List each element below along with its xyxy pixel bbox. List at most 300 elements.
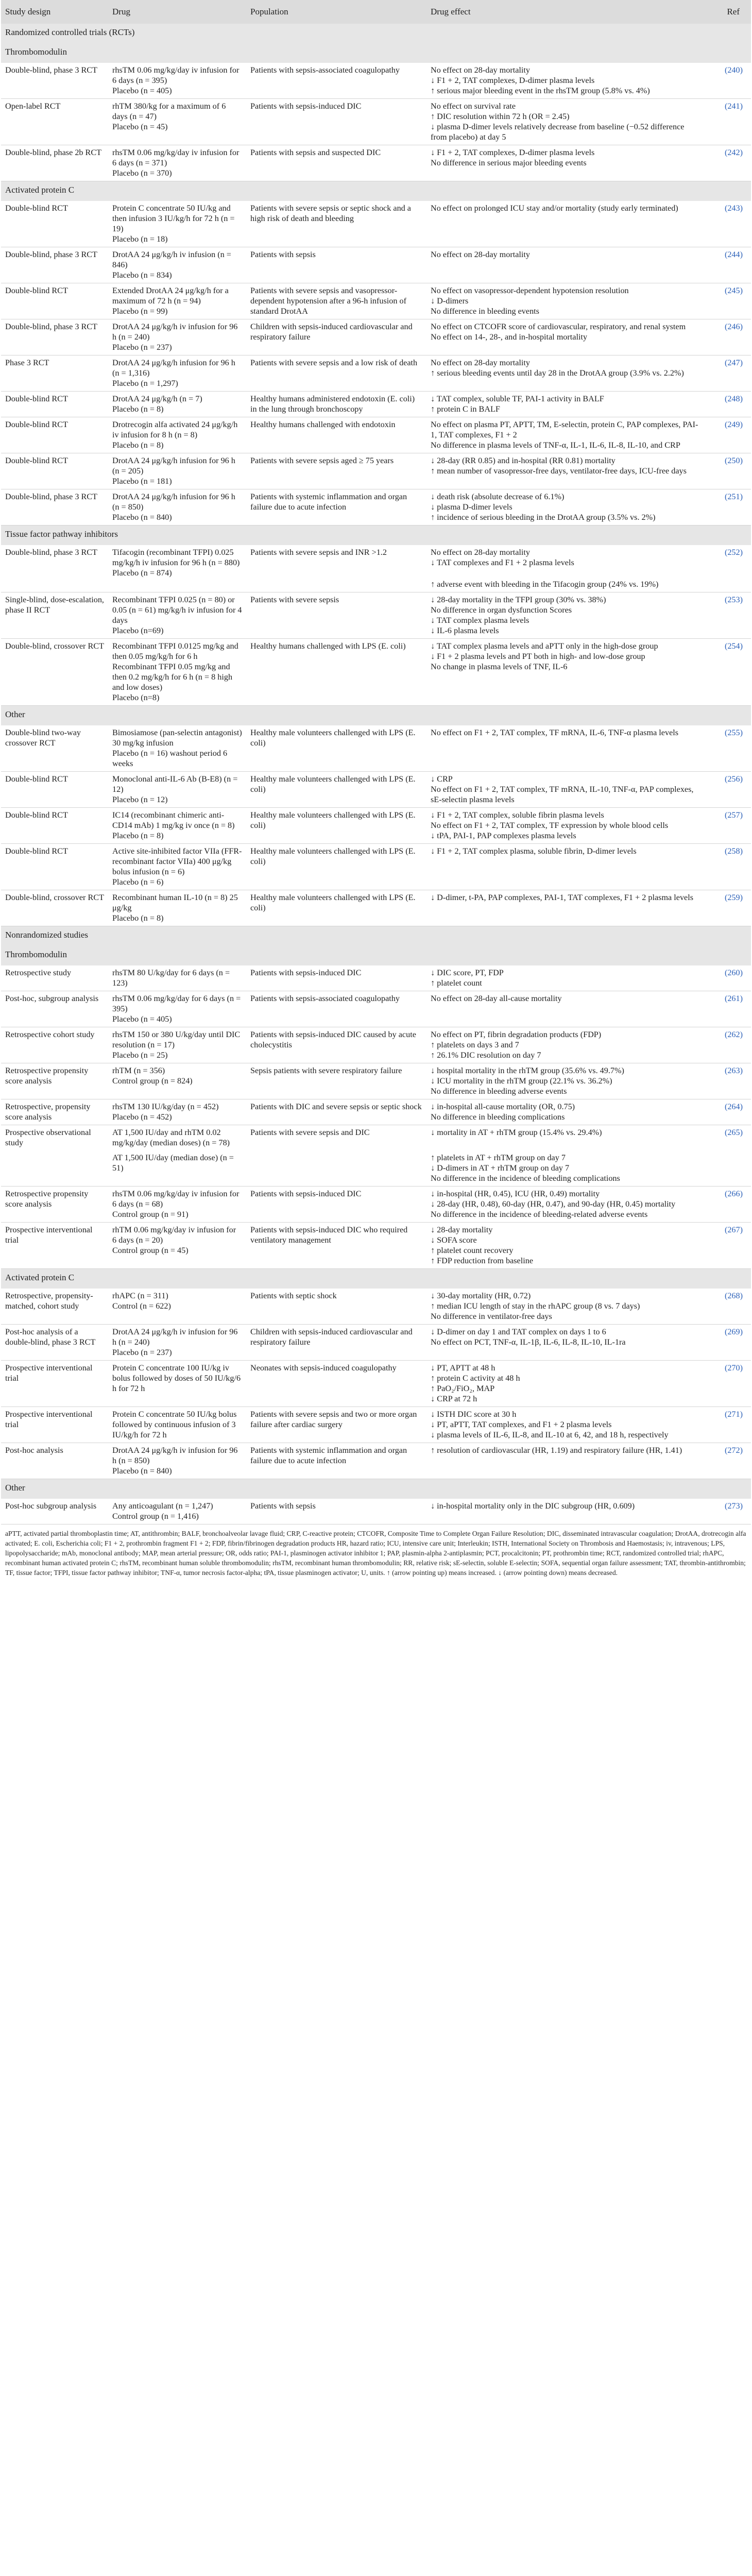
cell-drug-line: Monoclonal anti-IL-6 Ab (B-E8) (n = 12): [112, 774, 238, 794]
table-row: [1, 772, 751, 808]
cell-population-line: Healthy male volunteers challenged with LPS (E. coli): [250, 774, 416, 794]
cell-drug-effect-line: No effect on 28-day all-cause mortality: [431, 994, 562, 1003]
cell-drug-effect-line: ↓ 28-day (RR 0.85) and in-hospital (RR 0.81) mortality: [431, 456, 616, 465]
cell-drug-effect: [426, 1125, 705, 1151]
cell-drug-effect-line: ↑ platelet count recovery: [431, 1246, 514, 1255]
cell-drug-effect-line: No difference in bleeding adverse events: [431, 1087, 567, 1096]
cell-drug-effect-line: ↓ F1 + 2, TAT complex, soluble fibrin plasma levels: [431, 810, 604, 820]
cell-drug-effect-line: ↓ in-hospital (HR, 0.45), ICU (HR, 0.49) mortality: [431, 1189, 600, 1198]
cell-drug-line: Placebo (n = 18): [112, 234, 168, 244]
cell-drug-effect-line: No effect on 28-day mortality: [431, 250, 530, 259]
cell-drug-line: Placebo (n = 874): [112, 568, 172, 578]
cell-population: [246, 890, 426, 926]
cell-population-line: Patients with sepsis-induced DIC who required ventilatory management: [250, 1225, 408, 1245]
cell-drug-effect-line: ↑ 26.1% DIC resolution on day 7: [431, 1050, 541, 1060]
cell-drug-effect: [426, 1407, 705, 1443]
cell-drug: [108, 1325, 246, 1361]
cell-drug: [108, 772, 246, 808]
cell-ref: (271): [705, 1407, 751, 1443]
cell-drug-line: Placebo (n = 840): [112, 513, 172, 522]
cell-drug-effect: [426, 1150, 705, 1187]
cell-drug-line: Placebo (n = 16) washout period 6 weeks: [112, 749, 228, 768]
cell-drug-line: Control (n = 622): [112, 1301, 171, 1311]
cell-population: [246, 1407, 426, 1443]
table-row: [1, 1499, 751, 1524]
cell-study-design: Post-hoc analysis: [1, 1443, 108, 1479]
cell-drug-effect: [426, 772, 705, 808]
cell-drug-effect-line: ↓ death risk (absolute decrease of 6.1%): [431, 492, 565, 501]
group-heading: Nonrandomized studies: [1, 926, 751, 946]
cell-drug-effect-line: ↓ CRP: [431, 774, 453, 784]
cell-drug-effect-line: ↑ serious bleeding events until day 28 in the DrotAA group (3.9% vs. 2.2%): [431, 368, 684, 378]
table-row: [1, 1325, 751, 1361]
cell-population: [246, 453, 426, 489]
cell-study-design: Double-blind, phase 3 RCT: [1, 489, 108, 526]
cell-drug-effect-line: No difference in the incidence of bleeding-related adverse events: [431, 1210, 648, 1219]
cell-drug-line: Placebo (n = 181): [112, 477, 172, 486]
cell-drug-effect-line: ↑ mean number of vasopressor-free days, ventilator-free days, ICU-free days: [431, 466, 687, 476]
cell-ref: (266): [705, 1187, 751, 1223]
cell-population-line: Patients with severe sepsis aged ≥ 75 years: [250, 456, 394, 465]
cell-ref: (245): [705, 283, 751, 319]
cell-drug-line: DrotAA 24 μg/kg/h iv infusion for 96 h (n = 240): [112, 322, 238, 342]
cell-drug-line: Placebo (n = 405): [112, 86, 172, 95]
cell-population: [246, 145, 426, 181]
table-row: [1, 1407, 751, 1443]
cell-drug-effect: [426, 1099, 705, 1125]
cell-population-line: Patients with severe sepsis and vasopressor-dependent hypotension after a 96-h infusion of standard DrotAA: [250, 286, 406, 316]
cell-drug-effect: [426, 725, 705, 772]
cell-drug-effect-line: ↑ platelet count: [431, 978, 482, 988]
table-row: [1, 808, 751, 844]
cell-drug-effect: [426, 392, 705, 417]
cell-drug-effect-line: ↑ PaO₂/FiO₂, MAP: [431, 1384, 495, 1393]
cell-population-line: Patients with sepsis-induced DIC: [250, 968, 362, 977]
cell-ref: (272): [705, 1443, 751, 1479]
cell-drug-effect: [426, 592, 705, 639]
table-row: [1, 1361, 751, 1407]
cell-drug-effect-line: ↓ TAT complex plasma levels and aPTT only in the high-dose group: [431, 641, 658, 651]
cell-drug-line: rhsTM 130 IU/kg/day (n = 452): [112, 1102, 219, 1111]
cell-drug-effect-line: ↓ F1 + 2, TAT complexes, D-dimer plasma levels: [431, 76, 595, 85]
table-row: [1, 355, 751, 392]
cell-ref: (270): [705, 1361, 751, 1407]
cell-drug-line: rhTM (n = 356): [112, 1066, 165, 1075]
cell-drug-effect: [426, 489, 705, 526]
cell-drug-effect-line: ↓ TAT complex, soluble TF, PAI-1 activity in BALF: [431, 394, 604, 403]
cell-drug-effect-line: No difference in bleeding events: [431, 307, 539, 316]
cell-drug-line: Placebo (n = 405): [112, 1014, 172, 1024]
cell-drug-effect-line: ↓ ISTH DIC score at 30 h: [431, 1410, 517, 1419]
group-heading-row: [1, 926, 751, 946]
table-row: [1, 247, 751, 283]
cell-study-design: Double-blind RCT: [1, 392, 108, 417]
cell-drug-effect-line: ↑ adverse event with bleeding in the Tifacogin group (24% vs. 19%): [431, 580, 659, 589]
cell-study-design: Double-blind, phase 2b RCT: [1, 145, 108, 181]
cell-drug-line: Placebo (n = 45): [112, 122, 168, 131]
cell-drug-effect: [426, 1027, 705, 1063]
cell-drug-effect: [426, 453, 705, 489]
cell-ref: (263): [705, 1063, 751, 1099]
cell-ref: [705, 1150, 751, 1187]
cell-drug-effect-line: ↓ F1 + 2, TAT complex plasma, soluble fibrin, D-dimer levels: [431, 846, 637, 856]
cell-study-design: Double-blind, phase 3 RCT: [1, 319, 108, 355]
cell-drug-effect: [426, 1223, 705, 1269]
cell-drug: [108, 355, 246, 392]
cell-population: [246, 99, 426, 145]
cell-drug-line: Placebo (n = 8): [112, 831, 164, 840]
cell-drug: [108, 145, 246, 181]
table-body: [1, 24, 751, 1524]
cell-drug-effect: [426, 1063, 705, 1099]
cell-population-line: Patients with sepsis-induced DIC: [250, 101, 362, 111]
cell-ref: (249): [705, 417, 751, 453]
cell-ref: (244): [705, 247, 751, 283]
table-row: [1, 890, 751, 926]
cell-drug-effect-line: ↓ PT, aPTT, TAT complexes, and F1 + 2 plasma levels: [431, 1420, 612, 1429]
cell-population: [246, 392, 426, 417]
cell-population: [246, 1125, 426, 1151]
cell-drug: [108, 283, 246, 319]
cell-drug-line: rhsTM 150 or 380 U/kg/day until DIC resolution (n = 17): [112, 1030, 241, 1049]
section-heading-row: [1, 181, 751, 201]
cell-drug-effect: [426, 639, 705, 706]
cell-drug-effect: [426, 99, 705, 145]
cell-drug-effect: [426, 355, 705, 392]
cell-drug-line: Recombinant TFPI 0.0125 mg/kg and then 0.05 mg/kg/h for 6 h: [112, 641, 238, 661]
cell-drug: [108, 1125, 246, 1151]
cell-ref: (241): [705, 99, 751, 145]
cell-drug-effect-line: No effect on F1 + 2, TAT complex, TF mRNA, IL-6, TNF-α plasma levels: [431, 728, 679, 737]
cell-study-design: Double-blind RCT: [1, 453, 108, 489]
cell-drug-effect-line: No difference in serious major bleeding events: [431, 158, 587, 167]
cell-drug-line: Protein C concentrate 50 IU/kg bolus followed by continuous infusion of 3 IU/kg/h for 72 h: [112, 1410, 237, 1439]
cell-drug: [108, 844, 246, 890]
cell-drug: [108, 1063, 246, 1099]
cell-drug-effect-line: No effect on plasma PT, APTT, TM, E-selectin, protein C, PAP complexes, PAI-1, TAT complexes, F1 + 2: [431, 420, 698, 439]
section-heading-row: [1, 1479, 751, 1499]
cell-study-design: Double-blind, phase 3 RCT: [1, 545, 108, 592]
cell-drug-line: rhTM 0.06 mg/kg/day iv infusion for 6 days (n = 20): [112, 1225, 236, 1245]
cell-drug: [108, 319, 246, 355]
cell-drug-effect-line: ↓ hospital mortality in the rhTM group (35.6% vs. 49.7%): [431, 1066, 624, 1075]
cell-study-design: Prospective observational study: [5, 1128, 91, 1147]
cell-drug-effect-line: ↑ median ICU length of stay in the rhAPC group (8 vs. 7 days): [431, 1301, 640, 1311]
group-heading-row: [1, 24, 751, 43]
header-ref: Ref: [705, 0, 751, 24]
cell-drug-effect-line: No difference in ventilator-free days: [431, 1312, 552, 1321]
cell-drug-line: Placebo (n = 452): [112, 1112, 172, 1122]
cell-study-design: Open-label RCT: [1, 99, 108, 145]
cell-ref: (264): [705, 1099, 751, 1125]
cell-population: [246, 201, 426, 247]
cell-study-design: Double-blind, phase 3 RCT: [1, 63, 108, 99]
cell-drug-effect-line: ↓ PT, APTT at 48 h: [431, 1363, 495, 1372]
cell-drug-line: Placebo (n = 12): [112, 795, 168, 804]
cell-drug-effect: [426, 808, 705, 844]
cell-drug-line: Placebo (n = 6): [112, 877, 164, 887]
cell-drug: [108, 592, 246, 639]
cell-study-design: Single-blind, dose-escalation, phase II RCT: [1, 592, 108, 639]
cell-drug: [108, 417, 246, 453]
cell-ref: (265): [724, 1128, 743, 1137]
cell-drug-line: Placebo (n = 8): [112, 913, 164, 923]
cell-drug-effect-line: No effect on 28-day mortality: [431, 358, 530, 367]
cell-population: [246, 808, 426, 844]
cell-population-line: Patients with severe sepsis and INR >1.2: [250, 548, 387, 557]
cell-drug-line: Recombinant TFPI 0.05 mg/kg and then 0.2 mg/kg/h for 6 h (n = 8 high and low doses): [112, 662, 233, 692]
cell-drug-line: Protein C concentrate 100 IU/kg iv bolus followed by doses of 50 IU/kg/6 h for 72 h: [112, 1363, 241, 1393]
cell-drug-line: rhsTM 0.06 mg/kg/day iv infusion for 6 days (n = 68): [112, 1189, 240, 1209]
cell-drug-effect: [426, 1187, 705, 1223]
cell-drug-effect: [426, 145, 705, 181]
cell-study-design: Retrospective propensity score analysis: [1, 1063, 108, 1099]
table-row: [1, 1443, 751, 1479]
cell-drug-line: Control group (n = 45): [112, 1246, 189, 1255]
cell-population: [246, 725, 426, 772]
cell-population: [246, 1187, 426, 1223]
cell-drug-effect-line: ↓ 28-day (HR, 0.48), 60-day (HR, 0.47), and 90-day (HR, 0.45) mortality: [431, 1199, 676, 1209]
cell-ref: (262): [705, 1027, 751, 1063]
cell-population: [246, 1150, 426, 1187]
cell-drug-effect: [426, 319, 705, 355]
cell-ref: (251): [705, 489, 751, 526]
table-row: [1, 453, 751, 489]
cell-drug-effect-line: No difference in the incidence of bleeding complications: [431, 1174, 620, 1183]
cell-drug-effect: [426, 844, 705, 890]
cell-drug-line: Any anticoagulant (n = 1,247): [112, 1501, 213, 1511]
cell-population: [246, 417, 426, 453]
cell-drug-effect-line: ↑ FDP reduction from baseline: [431, 1256, 534, 1265]
cell-study-design: Double-blind RCT: [1, 283, 108, 319]
cell-population-line: Children with sepsis-induced cardiovascular and respiratory failure: [250, 1327, 413, 1347]
cell-population-line: Children with sepsis-induced cardiovascular and respiratory failure: [250, 322, 413, 342]
table-row: [1, 417, 751, 453]
cell-drug-line: rhsTM 0.06 mg/kg/day for 6 days (n = 395): [112, 994, 241, 1013]
cell-drug-line: DrotAA 24 μg/kg/h infusion for 96 h (n = 205): [112, 456, 235, 476]
cell-population: [246, 965, 426, 991]
cell-drug-line: Control group (n = 1,416): [112, 1512, 199, 1521]
cell-ref: (242): [705, 145, 751, 181]
cell-drug-effect-line: ↓ plasma levels of IL-6, IL-8, and IL-10 at 6, 42, and 18 h, respectively: [431, 1430, 669, 1439]
cell-ref: (269): [705, 1325, 751, 1361]
cell-drug-line: Placebo (n = 99): [112, 307, 168, 316]
cell-population: [246, 1099, 426, 1125]
table-row: [1, 991, 751, 1027]
cell-drug-effect: [426, 991, 705, 1027]
cell-study-design: Prospective interventional trial: [1, 1361, 108, 1407]
cell-population: [246, 991, 426, 1027]
cell-drug-effect-line: No effect on CTCOFR score of cardiovascular, respiratory, and renal system: [431, 322, 686, 331]
cell-population-line: Patients with systemic inflammation and organ failure due to acute infection: [250, 492, 407, 512]
section-heading: Other: [1, 1479, 751, 1499]
cell-population-line: Patients with severe sepsis or septic shock and a high risk of death and bleeding: [250, 204, 411, 223]
cell-drug-line: rhsTM 0.06 mg/kg/day iv infusion for 6 days (n = 395): [112, 65, 240, 85]
cell-drug-line: Placebo (n = 237): [112, 1348, 172, 1357]
cell-ref: (259): [705, 890, 751, 926]
cell-drug-effect-line: ↑ incidence of serious bleeding in the DrotAA group (3.5% vs. 2%): [431, 513, 656, 522]
section-heading: Thrombomodulin: [1, 946, 751, 965]
cell-drug-effect-line: ↑ DIC resolution within 72 h (OR = 2.45): [431, 112, 570, 121]
cell-drug-effect-line: No effect on 28-day mortality: [431, 548, 530, 557]
section-heading: Activated protein C: [1, 1269, 751, 1289]
cell-study-design: Retrospective propensity score analysis: [1, 1187, 108, 1223]
cell-population: [246, 1289, 426, 1325]
cell-population: [246, 1223, 426, 1269]
cell-drug-effect-line: ↓ 28-day mortality in the TFPI group (30% vs. 38%): [431, 595, 606, 604]
cell-drug-effect-line: ↓ F1 + 2, TAT complexes, D-dimer plasma levels: [431, 148, 595, 157]
cell-drug-effect-line: No effect on F1 + 2, TAT complex, TF expression by whole blood cells: [431, 821, 669, 830]
cell-population-line: Sepsis patients with severe respiratory failure: [250, 1066, 402, 1075]
table-row: [1, 1289, 751, 1325]
cell-population-line: Healthy humans challenged with endotoxin: [250, 420, 396, 429]
cell-population-line: Healthy humans administered endotoxin (E. coli) in the lung through bronchoscopy: [250, 394, 415, 414]
cell-population: [246, 1443, 426, 1479]
cell-ref: (253): [705, 592, 751, 639]
section-heading-row: [1, 43, 751, 63]
section-heading-row: [1, 1269, 751, 1289]
cell-drug: [108, 247, 246, 283]
cell-study-design: Double-blind two-way crossover RCT: [1, 725, 108, 772]
cell-population-line: Patients with severe sepsis and two or more organ failure after cardiac surgery: [250, 1410, 417, 1429]
cell-drug-line: DrotAA 24 μg/kg/h iv infusion for 96 h (n = 850): [112, 1446, 238, 1465]
cell-drug-effect-line: No difference in bleeding complications: [431, 1112, 565, 1122]
cell-population: [246, 592, 426, 639]
cell-drug-line: DrotAA 24 μg/kg/h infusion for 96 h (n = 850): [112, 492, 235, 512]
cell-drug: [108, 1407, 246, 1443]
section-heading-row: [1, 526, 751, 546]
cell-drug-effect-line: ↓ plasma D-dimer levels: [431, 502, 512, 512]
cell-drug-line: Active site-inhibited factor VIIa (FFR-recombinant factor VIIa) 400 μg/kg bolus infusion (n = 6): [112, 846, 242, 876]
cell-drug-line: DrotAA 24 μg/kg/h (n = 7): [112, 394, 202, 403]
header-drug: Drug: [108, 0, 246, 24]
cell-ref: (254): [705, 639, 751, 706]
cell-population: [246, 639, 426, 706]
cell-drug: [108, 1099, 246, 1125]
cell-drug-effect-line: ↑ protein C activity at 48 h: [431, 1374, 520, 1383]
cell-population: [246, 772, 426, 808]
cell-drug-effect-line: ↓ D-dimer on day 1 and TAT complex on days 1 to 6: [431, 1327, 606, 1336]
cell-drug-line: rhsTM 0.06 mg/kg/day iv infusion for 6 days (n = 371): [112, 148, 240, 167]
section-heading: Tissue factor pathway inhibitors: [1, 526, 751, 546]
cell-drug-effect-line: ↓ in-hospital mortality only in the DIC subgroup (HR, 0.609): [431, 1501, 635, 1511]
cell-population: [246, 247, 426, 283]
cell-drug-effect-line: ↓ F1 + 2 plasma levels and PT both in high- and low-dose group: [431, 652, 645, 661]
cell-ref: (248): [705, 392, 751, 417]
cell-study-design: Phase 3 RCT: [1, 355, 108, 392]
cell-population-line: Patients with severe sepsis and DIC: [250, 1128, 370, 1137]
cell-drug-effect-line: No effect on F1 + 2, TAT complex, TF mRNA, IL-10, TNF-α, PAP complexes, sE-selectin plasma levels: [431, 785, 694, 804]
cell-population-line: Patients with sepsis-induced DIC caused by acute cholecystitis: [250, 1030, 416, 1049]
cell-drug: [108, 489, 246, 526]
cell-population-line: Healthy humans challenged with LPS (E. coli): [250, 641, 406, 651]
table-row: [1, 844, 751, 890]
cell-drug-effect: [426, 283, 705, 319]
cell-drug-effect: [426, 545, 705, 592]
cell-ref: (261): [705, 991, 751, 1027]
cell-population-line: Neonates with sepsis-induced coagulopathy: [250, 1363, 397, 1372]
cell-ref: (257): [705, 808, 751, 844]
cell-ref: (246): [705, 319, 751, 355]
table-row: [1, 1223, 751, 1269]
cell-drug-line: AT 1,500 IU/day (median dose) (n = 51): [112, 1153, 234, 1173]
cell-ref: (247): [705, 355, 751, 392]
cell-drug-effect-line: No effect on vasopressor-dependent hypotension resolution: [431, 286, 629, 295]
cell-population-line: Patients with systemic inflammation and organ failure due to acute infection: [250, 1446, 407, 1465]
cell-drug-effect: [426, 1289, 705, 1325]
cell-ref: (267): [705, 1223, 751, 1269]
cell-population: [246, 63, 426, 99]
cell-drug: [108, 1361, 246, 1407]
cell-drug-effect-line: No effect on PCT, TNF-α, IL-1β, IL-6, IL-8, IL-10, IL-1ra: [431, 1337, 626, 1347]
cell-drug-effect-line: ↓ plasma D-dimer levels relatively decrease from baseline (−0.52 difference from placebo) at day 5: [431, 122, 685, 142]
cell-drug-line: Protein C concentrate 50 IU/kg and then infusion 3 IU/kg/h for 72 h (n = 19): [112, 204, 235, 233]
cell-study-design: [1, 1150, 108, 1187]
cell-drug-effect-line: ↑ serious major bleeding event in the rhsTM group (5.8% vs. 4%): [431, 86, 650, 95]
cell-drug: [108, 1187, 246, 1223]
table-row: [1, 319, 751, 355]
cell-population-line: Patients with severe sepsis and a low risk of death: [250, 358, 418, 367]
cell-study-design: Prospective interventional trial: [1, 1223, 108, 1269]
cell-population-line: Patients with sepsis: [250, 250, 316, 259]
cell-drug-effect: [426, 417, 705, 453]
cell-drug-effect: [426, 1499, 705, 1524]
cell-drug: [108, 1223, 246, 1269]
table-row: [1, 592, 751, 639]
cell-ref: (258): [705, 844, 751, 890]
table-row: [1, 1125, 751, 1151]
cell-drug-effect-line: ↑ platelets on days 3 and 7: [431, 1040, 519, 1049]
cell-drug: [108, 965, 246, 991]
cell-population: [246, 1027, 426, 1063]
cell-drug-line: Placebo (n = 8): [112, 440, 164, 450]
cell-population-line: Patients with sepsis-associated coagulopathy: [250, 994, 400, 1003]
cell-population-line: Healthy male volunteers challenged with LPS (E. coli): [250, 893, 416, 912]
cell-study-design: Retrospective cohort study: [1, 1027, 108, 1063]
cell-population: [246, 1063, 426, 1099]
cell-ref: (256): [705, 772, 751, 808]
cell-drug: [108, 1289, 246, 1325]
cell-ref: (243): [705, 201, 751, 247]
cell-drug: [108, 201, 246, 247]
cell-ref: (260): [705, 965, 751, 991]
cell-drug-effect-line: ↓ TAT complex plasma levels: [431, 616, 529, 625]
cell-drug-line: Placebo (n=8): [112, 693, 160, 702]
cell-population: [246, 489, 426, 526]
header-study-design: Study design: [1, 0, 108, 24]
cell-study-design: Double-blind, crossover RCT: [1, 890, 108, 926]
cell-drug: [108, 392, 246, 417]
cell-drug-effect-line: ↓ D-dimer, t-PA, PAP complexes, PAI-1, TAT complexes, F1 + 2 plasma levels: [431, 893, 694, 902]
cell-drug-effect: [426, 63, 705, 99]
table-header-row: [1, 0, 751, 24]
cell-ref: (250): [705, 453, 751, 489]
cell-study-design: Post-hoc, subgroup analysis: [1, 991, 108, 1027]
cell-ref: (268): [705, 1289, 751, 1325]
cell-drug-effect-line: ↓ in-hospital all-cause mortality (OR, 0.75): [431, 1102, 575, 1111]
cell-drug-effect-line: ↓ TAT complexes and F1 + 2 plasma levels: [431, 558, 574, 567]
cell-drug-line: Control group (n = 91): [112, 1210, 189, 1219]
cell-drug-line: Recombinant TFPI 0.025 (n = 80) or 0.05 (n = 61) mg/kg/h iv infusion for 4 days: [112, 595, 242, 625]
cell-drug: [108, 1027, 246, 1063]
cell-drug-effect-line: ↓ DIC score, PT, FDP: [431, 968, 504, 977]
cell-drug-effect-line: No effect on 14-, 28-, and in-hospital mortality: [431, 332, 588, 342]
cell-drug-effect-line: No effect on prolonged ICU stay and/or mortality (study early terminated): [431, 204, 678, 213]
cell-drug-line: DrotAA 24 μg/kg/h infusion for 96 h (n = 1,316): [112, 358, 235, 378]
table-row: [1, 1150, 751, 1187]
cell-drug-line: Tifacogin (recombinant TFPI) 0.025 mg/kg/h iv infusion for 96 h (n = 880): [112, 548, 240, 567]
cell-population: [246, 355, 426, 392]
